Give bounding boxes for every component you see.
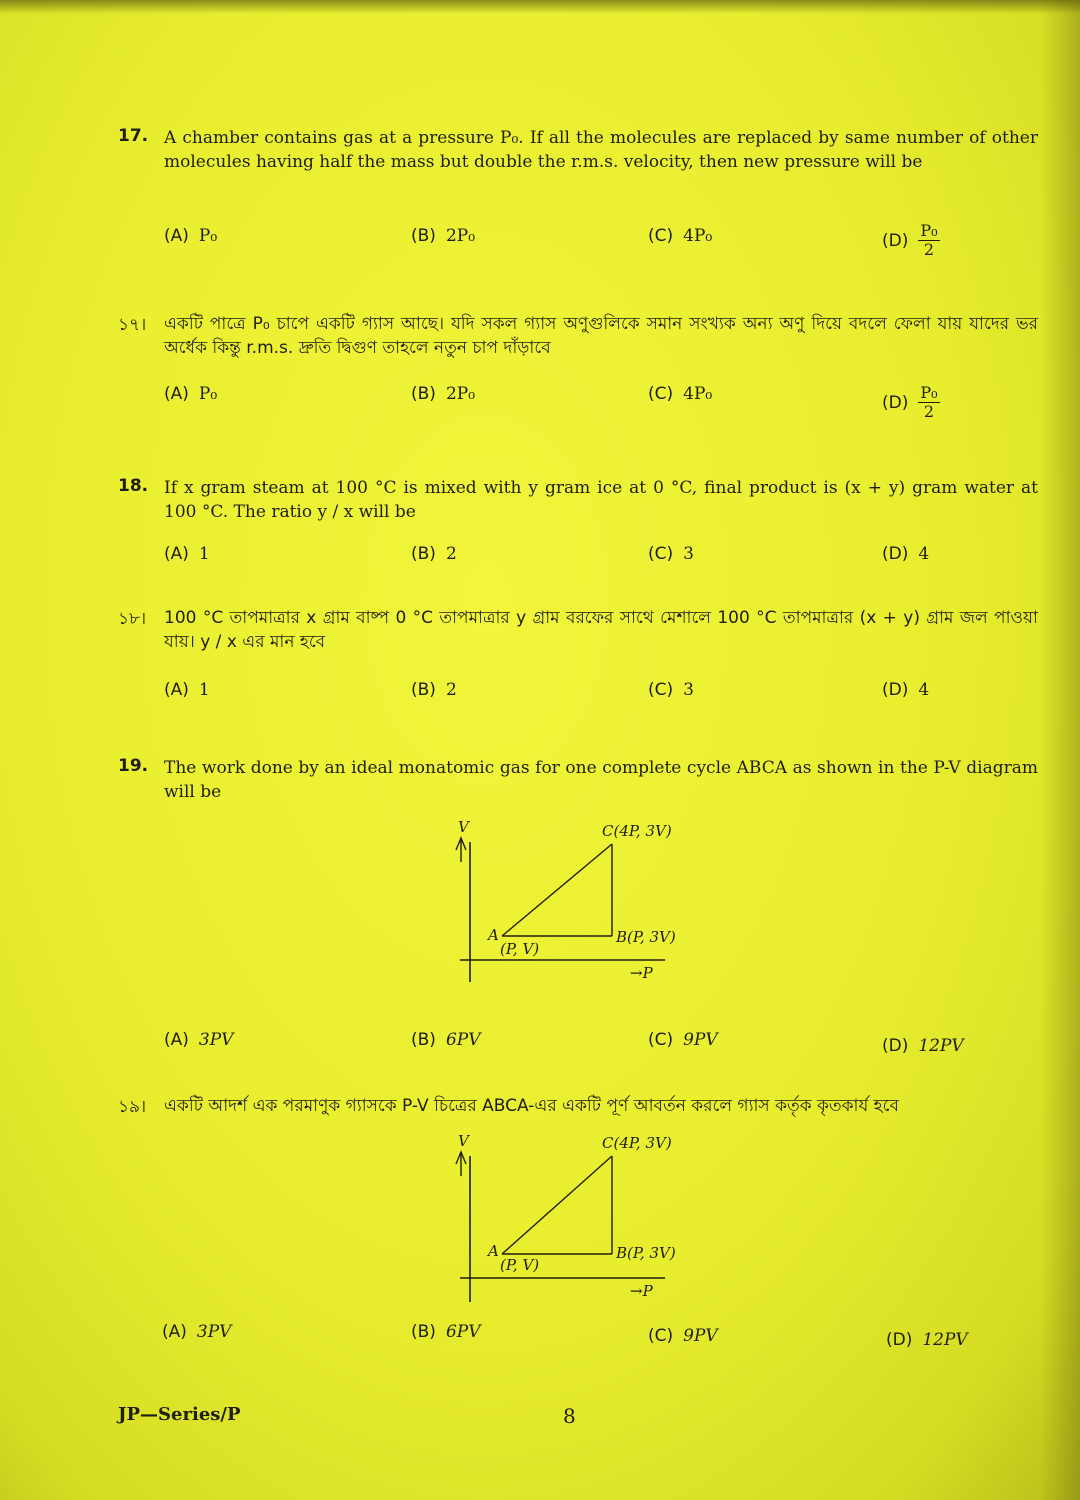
question-17-bn-options [164, 384, 1044, 424]
question-number: ১৯। [118, 1097, 147, 1117]
question-18-bn-options [164, 680, 1044, 720]
question-number: 17. [118, 126, 149, 146]
option-d[interactable]: (D) 12PV [886, 1330, 968, 1350]
point-a-label: A [488, 926, 499, 944]
pv-diagram-en [450, 812, 710, 982]
question-18-en-options [164, 544, 1044, 584]
option-d[interactable]: (D) $\frac{\text{P₀}}{2}$ [882, 383, 938, 421]
question-number: ১৮। [118, 609, 147, 629]
option-c[interactable]: (C) 4P₀ [648, 226, 713, 246]
option-b[interactable]: (B) 2 [411, 544, 457, 564]
question-number: 18. [118, 476, 149, 496]
option-c[interactable]: (C) 3 [648, 680, 694, 700]
point-a-coords: (P, V) [500, 1256, 540, 1274]
option-a[interactable]: (A) 1 [164, 680, 210, 700]
option-c[interactable]: (C) 4P₀ [648, 384, 713, 404]
option-a[interactable]: (A) 1 [164, 544, 210, 564]
option-d[interactable]: (D) 4 [882, 680, 930, 700]
fraction: $\frac{\text{P₀}}{2}$ [920, 221, 938, 259]
option-a[interactable]: (A) P₀ [164, 226, 218, 246]
option-a[interactable]: (A) P₀ [164, 384, 218, 404]
edge-ac [502, 1156, 612, 1254]
option-b[interactable]: (B) 6PV [411, 1030, 481, 1050]
question-18-en [118, 476, 1038, 524]
question-text: The work done by an ideal monatomic gas for one complete cycle ABCA as shown in the P-V diagram will be [164, 758, 1038, 802]
p-axis-label: →P [630, 1282, 653, 1300]
option-d[interactable]: (D) 12PV [882, 1036, 964, 1056]
question-number: ১৭। [118, 315, 147, 335]
page-top-shadow [0, 0, 1080, 14]
point-a-label: A [488, 1242, 499, 1260]
option-d[interactable]: (D) 4 [882, 544, 930, 564]
option-c[interactable]: (C) 3 [648, 544, 694, 564]
point-c-label: C(4P, 3V) [602, 1134, 672, 1152]
question-text: 100 °C তাপমাত্রার x গ্রাম বাষ্প 0 °C তাপমাত্রার y গ্রাম বরফের সাথে মেশালে 100 °C তাপমাত্রার (x + y) গ্রাম জল পাওয়া যায়। y / x এর মান হবে [164, 608, 1038, 652]
question-number: 19. [118, 756, 149, 776]
option-b[interactable]: (B) 2 [411, 680, 457, 700]
series-code: JP—Series/P [118, 1404, 241, 1425]
fraction: $\frac{\text{P₀}}{2}$ [920, 383, 938, 421]
point-a-coords: (P, V) [500, 940, 540, 958]
question-17-en-options [164, 221, 1044, 266]
option-c[interactable]: (C) 9PV [648, 1030, 718, 1050]
option-b[interactable]: (B) 6PV [411, 1322, 481, 1342]
pv-diagram-bn [450, 1126, 710, 1302]
question-17-bn [118, 312, 1038, 360]
p-axis-label: →P [630, 964, 653, 982]
question-19-en-options [164, 1030, 1044, 1070]
v-axis-label: V [458, 1132, 469, 1150]
question-text: If x gram steam at 100 °C is mixed with y gram ice at 0 °C, final product is (x + y) gram water at 100 °C. The ratio y / x will be [164, 478, 1038, 522]
option-d[interactable]: (D) $\frac{\text{P₀}}{2}$ [882, 221, 938, 259]
point-b-label: B(P, 3V) [616, 1244, 676, 1262]
question-19-bn-options [164, 1322, 1044, 1362]
point-c-label: C(4P, 3V) [602, 822, 672, 840]
page-right-shadow [1040, 0, 1080, 1500]
question-19-en [118, 756, 1038, 804]
question-text: একটি আদর্শ এক পরমাণুক গ্যাসকে P-V চিত্রের ABCA-এর একটি পূর্ণ আবর্তন করলে গ্যাস কর্তৃক কৃতকার্য হবে [164, 1096, 899, 1116]
option-b[interactable]: (B) 2P₀ [411, 226, 476, 246]
v-axis-label: V [458, 818, 469, 836]
question-18-bn [118, 606, 1038, 654]
option-b[interactable]: (B) 2P₀ [411, 384, 476, 404]
option-a[interactable]: (A) 3PV [162, 1322, 232, 1342]
question-text: A chamber contains gas at a pressure P₀. If all the molecules are replaced by same number of other molecules having half the mass but double the r.m.s. velocity, then new pressure will be [164, 128, 1038, 172]
question-17-en [118, 126, 1038, 174]
edge-ac [502, 844, 612, 936]
page-number: 8 [563, 1404, 576, 1428]
question-19-bn [118, 1094, 1038, 1118]
option-a[interactable]: (A) 3PV [164, 1030, 234, 1050]
point-b-label: B(P, 3V) [616, 928, 676, 946]
option-c[interactable]: (C) 9PV [648, 1326, 718, 1346]
question-text: একটি পাত্রে P₀ চাপে একটি গ্যাস আছে। যদি সকল গ্যাস অণুগুলিকে সমান সংখ্যক অন্য অণু দিয়ে বদলে ফেলা যায় যাদের ভর অর্ধেক কিন্তু r.m.s. দ্রুতি দ্বিগুণ তাহলে নতুন চাপ দাঁড়াবে [164, 314, 1038, 358]
